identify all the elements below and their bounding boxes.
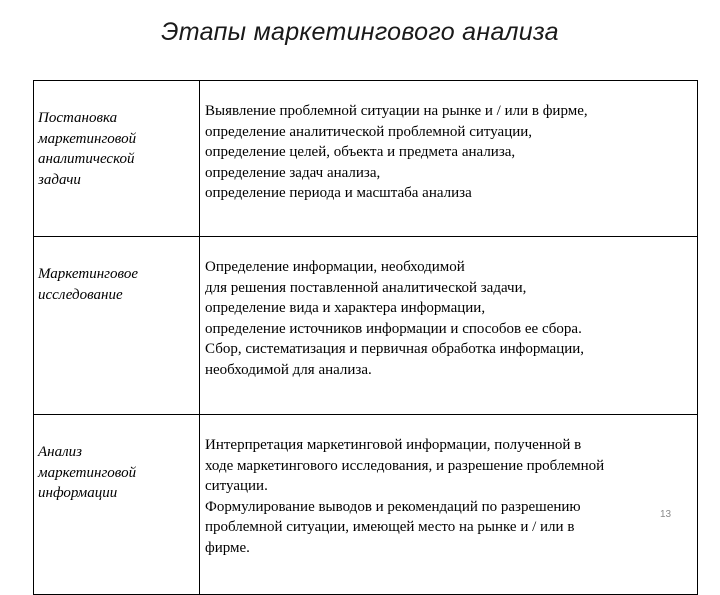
- slide-title: Этапы маркетингового анализа: [161, 18, 559, 46]
- stage-name-cell: [34, 415, 200, 595]
- page-number: 13: [660, 509, 672, 520]
- stages-table: [33, 80, 698, 595]
- stage-description: Интерпретация маркетинговой информации, полученной в ходе маркетингового исследования, и разрешение проблемной ситуации. Формулирование выводов и рекомендаций по разрешению проблемной ситуации, имеющей место на рынке и / или в фирме.: [205, 437, 605, 556]
- stage-description-cell: [200, 415, 698, 595]
- stage-description-cell: [200, 237, 698, 415]
- stage-description: Определение информации, необходимой для решения поставленной аналитической задачи, определение вида и характера информации, определение источников информации и способов ее сбора. Сбор, систематизация и первичная обработка информации, необходимой для анализа.: [205, 259, 585, 378]
- stage-name: Постановка маркетинговой аналитической задачи: [38, 110, 137, 188]
- stage-description-cell: [200, 81, 698, 237]
- table-row: [34, 237, 698, 415]
- stage-description: Выявление проблемной ситуации на рынке и / или в фирме, определение аналитической проблемной ситуации, определение целей, объекта и предмета анализа, определение задач анализа, определение периода и масштаба анализа: [205, 103, 588, 201]
- table-row: [34, 415, 698, 595]
- table-row: [34, 81, 698, 237]
- stage-name-cell: [34, 237, 200, 415]
- stage-name: Анализ маркетинговой информации: [38, 444, 137, 501]
- stage-name-cell: [34, 81, 200, 237]
- stage-name: Маркетинговое исследование: [38, 266, 138, 303]
